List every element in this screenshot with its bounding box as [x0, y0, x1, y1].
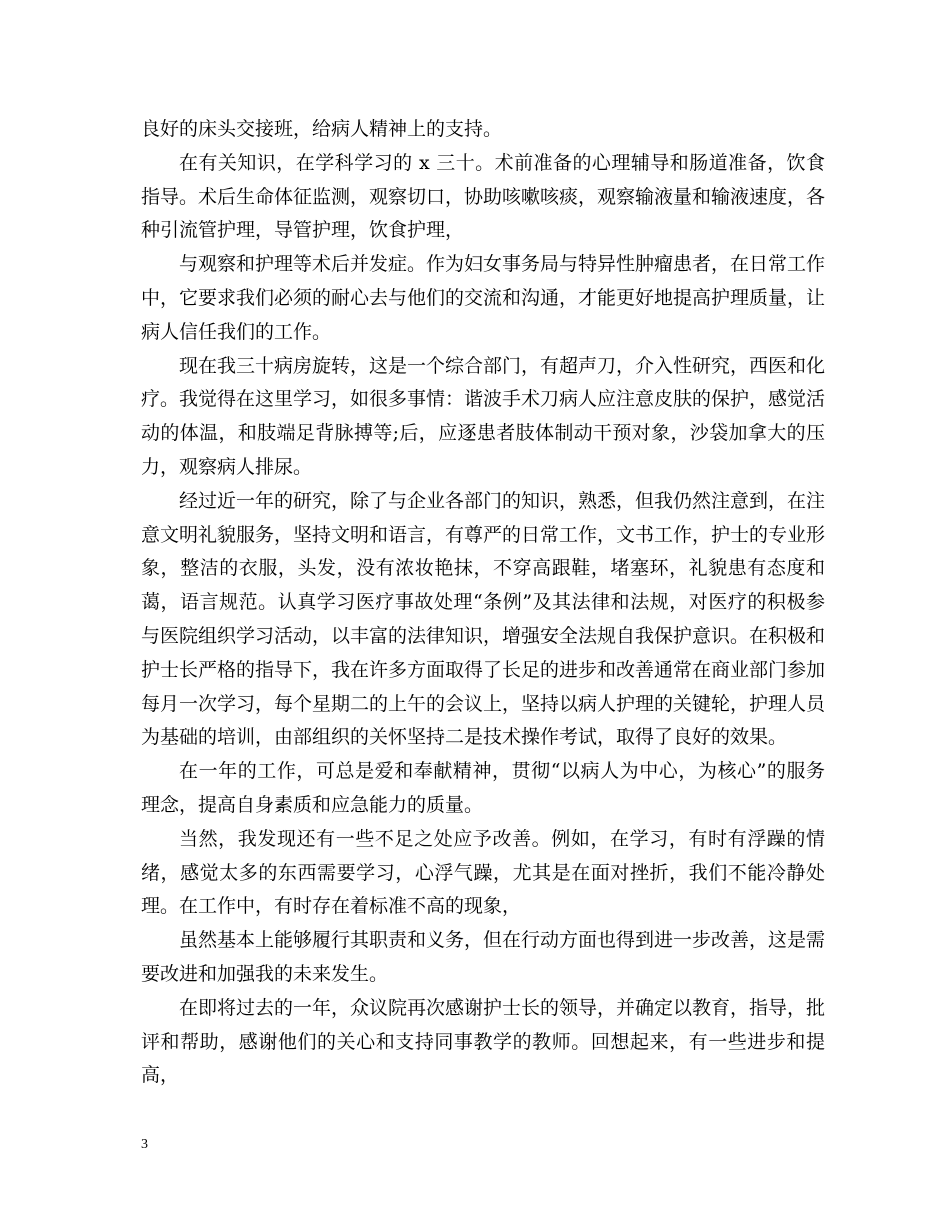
page-number: 3 — [141, 1137, 148, 1152]
paragraph-2: 在有关知识，在学科学习的 x 三十。术前准备的心理辅导和肠道准备，饮食指导。术后生命体征监测，观察切口，协助咳嗽咳痰，观察输液量和输液速度，各种引流管护理，导管护理，饮食护理， — [141, 151, 826, 242]
paragraph-9: 在即将过去的一年，众议院再次感谢护士长的领导，并确定以教育，指导，批评和帮助，感谢他们的关心和支持同事教学的教师。回想起来，有一些进步和提高， — [141, 996, 826, 1087]
paragraph-3: 与观察和护理等术后并发症。作为妇女事务局与特异性肿瘤患者，在日常工作中，它要求我们必须的耐心去与他们的交流和沟通，才能更好地提高护理质量，让病人信任我们的工作。 — [141, 253, 826, 343]
paragraph-8: 虽然基本上能够履行其职责和义务，但在行动方面也得到进一步改善，这是需要改进和加强我的未来发生。 — [141, 929, 826, 985]
paragraph-7: 当然，我发现还有一些不足之处应予改善。例如，在学习，有时有浮躁的情绪，感觉太多的东西需要学习，心浮气躁，尤其是在面对挫折，我们不能冷静处理。在工作中，有时存在着标准不高的现象， — [141, 827, 825, 918]
paragraph-4: 现在我三十病房旋转，这是一个综合部门，有超声刀，介入性研究，西医和化疗。我觉得在这里学习，如很多事情：谐波手术刀病人应注意皮肤的保护，感觉活动的体温，和肢端足背脉搏等;后，应逐患者肢体制动干预对象，沙袋加拿大的压力，观察病人排尿。 — [141, 354, 826, 478]
body-text — [141, 113, 825, 1093]
paragraph-1: 良好的床头交接班，给病人精神上的支持。 — [141, 118, 503, 140]
paragraph-5: 经过近一年的研究，除了与企业各部门的知识，熟悉，但我仍然注意到，在注意文明礼貌服务，坚持文明和语言，有尊严的日常工作，文书工作，护士的专业形象，整洁的衣服，头发，没有浓妆艳抹，不穿高跟鞋，堵塞环，礼貌患有态度和蔼，语言规范。认真学习医疗事故处理“条例”及其法律和法规，对医疗的积极参与医院组织学习活动，以丰富的法律知识，增强安全法规自我保护意识。在积极和护士长严格的指导下，我在许多方面取得了长足的进步和改善通常在商业部门参加每月一次学习，每个星期二的上午的会议上，坚持以病人护理的关键轮，护理人员为基础的培训，由部组织的关怀坚持二是技术操作考试，取得了良好的效果。 — [141, 489, 826, 749]
paragraph-6: 在一年的工作，可总是爱和奉献精神，贯彻“以病人为中心，为核心”的服务理念，提高自身素质和应急能力的质量。 — [141, 760, 825, 816]
